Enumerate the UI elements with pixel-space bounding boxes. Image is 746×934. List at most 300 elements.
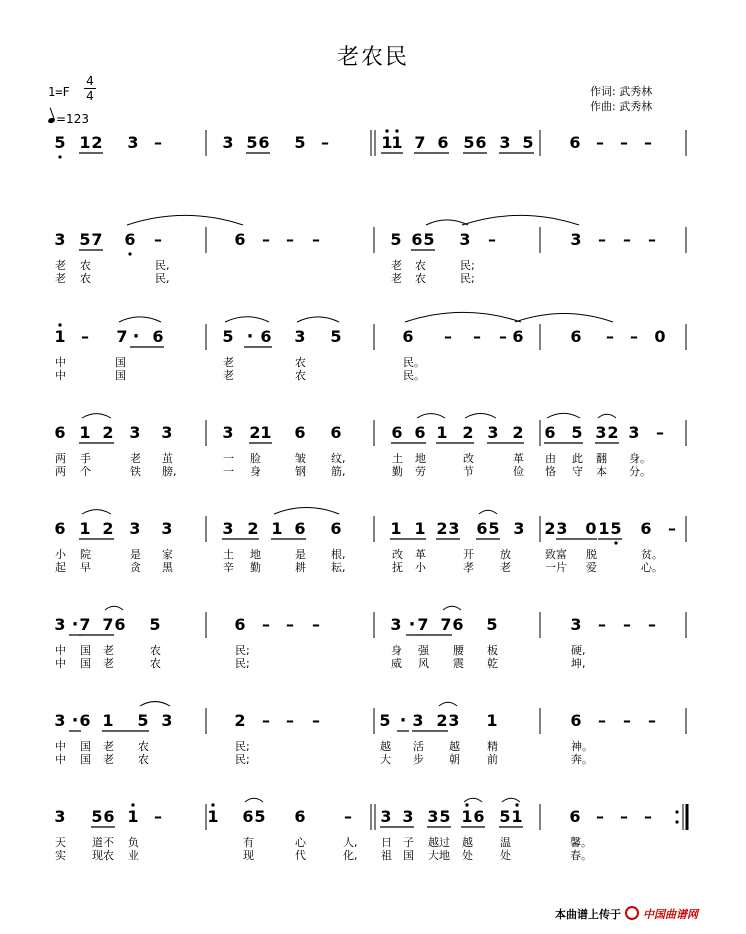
lyric: 手 bbox=[80, 452, 91, 465]
note: 3 bbox=[380, 807, 392, 826]
note: 5 bbox=[423, 230, 435, 249]
note: 6 bbox=[391, 423, 403, 442]
note: – bbox=[154, 230, 162, 249]
lyric: 贪 bbox=[130, 561, 141, 574]
tempo-value: =123 bbox=[56, 112, 89, 126]
lyric: 钢 bbox=[295, 465, 306, 478]
note: – bbox=[321, 133, 329, 152]
note: · bbox=[408, 614, 416, 635]
note: – bbox=[154, 133, 162, 152]
lyric: 土 bbox=[223, 548, 234, 561]
lyric: 爱 bbox=[586, 561, 597, 574]
note: 3 bbox=[54, 807, 66, 826]
lyric: 老 bbox=[500, 561, 511, 574]
note: – bbox=[598, 230, 606, 249]
repeat-dot bbox=[675, 820, 678, 823]
note: 2 bbox=[512, 423, 524, 442]
note: 3 bbox=[448, 711, 460, 730]
footer bbox=[555, 906, 698, 922]
note: 1 bbox=[79, 133, 91, 152]
note: – bbox=[596, 133, 604, 152]
note: 6 bbox=[570, 711, 582, 730]
slur bbox=[515, 313, 613, 322]
lyric: 民, bbox=[155, 272, 170, 285]
lyric: 致富 bbox=[545, 548, 567, 561]
note: 6 bbox=[570, 327, 582, 346]
lyric: 老 bbox=[103, 657, 114, 670]
lyric: 老 bbox=[55, 259, 66, 272]
note: 6 bbox=[152, 327, 164, 346]
lyric: 老 bbox=[103, 644, 114, 657]
lyric: 皱 bbox=[295, 452, 306, 465]
note: 5 bbox=[390, 230, 402, 249]
lyric: 小 bbox=[55, 548, 66, 561]
note: 6 bbox=[330, 423, 342, 442]
lyric: 国 bbox=[403, 849, 414, 862]
lyric: 早 bbox=[80, 561, 91, 574]
note: 3 bbox=[161, 423, 173, 442]
note: 5 bbox=[610, 519, 622, 538]
lyric: 腰 bbox=[453, 644, 464, 657]
note: 2 bbox=[436, 711, 448, 730]
lyric: 大 bbox=[380, 753, 391, 766]
note: – bbox=[81, 327, 89, 346]
note: 3 bbox=[294, 327, 306, 346]
lyric: 农 bbox=[295, 369, 306, 382]
lyric: 农 bbox=[150, 657, 161, 670]
octave-dot bbox=[395, 129, 398, 132]
lyric: 威 bbox=[391, 657, 402, 670]
note: – bbox=[473, 327, 481, 346]
note: 5 bbox=[571, 423, 583, 442]
lyric: 起 bbox=[55, 561, 66, 574]
note: 5 bbox=[330, 327, 342, 346]
lyric: 步 bbox=[413, 753, 424, 766]
lyric: 孝 bbox=[463, 561, 474, 574]
note: 3 bbox=[448, 519, 460, 538]
note: 5 bbox=[439, 807, 451, 826]
lyric: 本 bbox=[596, 465, 607, 478]
note: – bbox=[656, 423, 664, 442]
note: · bbox=[132, 326, 140, 347]
note: 1 bbox=[461, 807, 473, 826]
note: 3 bbox=[570, 230, 582, 249]
lyric: 国 bbox=[115, 369, 126, 382]
lyric: 人, bbox=[343, 836, 358, 849]
note: 6 bbox=[475, 133, 487, 152]
slur bbox=[464, 798, 482, 802]
lyric: 农 bbox=[415, 259, 426, 272]
lyric: 老 bbox=[130, 452, 141, 465]
note: 2 bbox=[102, 423, 114, 442]
lyric: 农 bbox=[80, 272, 91, 285]
note: · bbox=[71, 614, 79, 635]
note: 6 bbox=[330, 519, 342, 538]
lyric: 小 bbox=[415, 561, 426, 574]
note: 7 bbox=[414, 133, 426, 152]
lyric: 老 bbox=[103, 753, 114, 766]
note: 6 bbox=[476, 519, 488, 538]
octave-dot bbox=[58, 155, 61, 158]
note: 2 bbox=[462, 423, 474, 442]
slur bbox=[465, 414, 496, 419]
note: – bbox=[630, 327, 638, 346]
lyric: 天 bbox=[55, 836, 66, 849]
lyric: 老 bbox=[391, 259, 402, 272]
note: 7 bbox=[116, 327, 128, 346]
lyric: 纹, bbox=[331, 452, 346, 465]
lyric: 放 bbox=[500, 548, 511, 561]
note: 2 bbox=[607, 423, 619, 442]
note: 5 bbox=[488, 519, 500, 538]
note: – bbox=[623, 615, 631, 634]
note: 6 bbox=[124, 230, 136, 249]
slur bbox=[502, 798, 520, 802]
lyric: 农 bbox=[295, 356, 306, 369]
slur bbox=[82, 414, 111, 418]
lyric: 农 bbox=[80, 259, 91, 272]
note: 3 bbox=[570, 615, 582, 634]
note: 3 bbox=[54, 711, 66, 730]
lyric: 老 bbox=[391, 272, 402, 285]
lyric: 身。 bbox=[629, 452, 651, 465]
lyric: 一片 bbox=[545, 561, 567, 574]
note: 3 bbox=[54, 230, 66, 249]
note: 5 bbox=[254, 807, 266, 826]
upload-text: 本曲谱上传于 bbox=[555, 908, 621, 921]
lyric: 勤 bbox=[392, 465, 403, 478]
lyric: 中 bbox=[55, 740, 66, 753]
lyric: 个 bbox=[80, 465, 91, 478]
note: 1 bbox=[127, 807, 139, 826]
lyric: 恪 bbox=[545, 465, 556, 478]
note: 3 bbox=[161, 519, 173, 538]
note: 3 bbox=[222, 133, 234, 152]
note: 3 bbox=[161, 711, 173, 730]
note: 6 bbox=[54, 423, 66, 442]
note: – bbox=[623, 711, 631, 730]
lyric: 茧 bbox=[162, 452, 173, 465]
note: 5 bbox=[522, 133, 534, 152]
lyric: 强 bbox=[418, 644, 429, 657]
slur bbox=[140, 702, 170, 706]
note: 3 bbox=[459, 230, 471, 249]
lyric: 地 bbox=[415, 452, 426, 465]
note: – bbox=[312, 711, 320, 730]
note: 6 bbox=[260, 327, 272, 346]
lyric: 民; bbox=[235, 740, 250, 753]
lyric: 民; bbox=[460, 272, 475, 285]
lyric: 革 bbox=[513, 452, 524, 465]
note: – bbox=[648, 711, 656, 730]
note: 6 bbox=[544, 423, 556, 442]
slur bbox=[426, 220, 468, 225]
note: – bbox=[488, 230, 496, 249]
note: 3 bbox=[222, 519, 234, 538]
slur bbox=[225, 317, 269, 322]
note: 3 bbox=[487, 423, 499, 442]
lyric: 民; bbox=[235, 657, 250, 670]
note: 5 bbox=[149, 615, 161, 634]
note: – bbox=[262, 230, 270, 249]
lyric: 中 bbox=[55, 657, 66, 670]
note: 2 bbox=[247, 519, 259, 538]
note: 6 bbox=[512, 327, 524, 346]
lyric: 现农 bbox=[92, 849, 114, 862]
lyric: 此 bbox=[572, 452, 583, 465]
lyric: 改 bbox=[463, 452, 474, 465]
lyric: 化, bbox=[343, 849, 358, 862]
note: 5 bbox=[54, 133, 66, 152]
note: 6 bbox=[294, 519, 306, 538]
site-name: 中国曲谱网 bbox=[643, 908, 698, 921]
note: 3 bbox=[412, 711, 424, 730]
note: – bbox=[620, 807, 628, 826]
lyric: 是 bbox=[130, 548, 141, 561]
lyric: 越过 bbox=[428, 836, 450, 849]
note: 5 bbox=[379, 711, 391, 730]
lyric: 一 bbox=[223, 452, 234, 465]
lyric: 道不 bbox=[92, 836, 114, 849]
note: – bbox=[620, 133, 628, 152]
note: 5 bbox=[294, 133, 306, 152]
lyric: 节 bbox=[463, 465, 474, 478]
note: 1 bbox=[271, 519, 283, 538]
slur bbox=[82, 510, 111, 514]
note: 1 bbox=[102, 711, 114, 730]
lyric: 抚 bbox=[392, 561, 403, 574]
note: 5 bbox=[222, 327, 234, 346]
slur bbox=[105, 606, 123, 610]
note: – bbox=[444, 327, 452, 346]
note: 2 bbox=[234, 711, 246, 730]
lyric: 春。 bbox=[570, 849, 592, 862]
lyric: 俭 bbox=[513, 465, 524, 478]
note: 5 bbox=[499, 807, 511, 826]
note: 2 bbox=[102, 519, 114, 538]
note: 6 bbox=[452, 615, 464, 634]
note: 5 bbox=[463, 133, 475, 152]
note: – bbox=[344, 807, 352, 826]
note: 1 bbox=[207, 807, 219, 826]
lyric: 院 bbox=[80, 548, 91, 561]
note: 0 bbox=[585, 519, 597, 538]
lyric: 两 bbox=[55, 465, 66, 478]
note: – bbox=[154, 807, 162, 826]
lyric: 越 bbox=[449, 740, 460, 753]
lyric: 革 bbox=[415, 548, 426, 561]
site-logo-icon bbox=[625, 906, 639, 920]
note: – bbox=[644, 807, 652, 826]
note: – bbox=[598, 711, 606, 730]
slur bbox=[274, 507, 339, 514]
lyric: 业 bbox=[128, 849, 139, 862]
note: 6 bbox=[79, 711, 91, 730]
lyric: 国 bbox=[80, 740, 91, 753]
note: 1 bbox=[260, 423, 272, 442]
lyric: 精 bbox=[487, 740, 498, 753]
lyric: 心。 bbox=[641, 561, 663, 574]
note: 2 bbox=[436, 519, 448, 538]
note: 3 bbox=[595, 423, 607, 442]
lyric: 黑 bbox=[162, 561, 173, 574]
note: 3 bbox=[390, 615, 402, 634]
lyric: 根, bbox=[331, 548, 346, 561]
note: – bbox=[499, 327, 507, 346]
note: 6 bbox=[569, 807, 581, 826]
lyric: 祖 bbox=[381, 849, 392, 862]
note: 6 bbox=[437, 133, 449, 152]
note: 1 bbox=[79, 519, 91, 538]
lyric: 脸 bbox=[250, 452, 261, 465]
note: 3 bbox=[129, 519, 141, 538]
lyric: 农 bbox=[150, 644, 161, 657]
note: – bbox=[598, 615, 606, 634]
lyric: 温 bbox=[500, 836, 511, 849]
lyric: 农 bbox=[138, 740, 149, 753]
lyric: 土 bbox=[392, 452, 403, 465]
note: 5 bbox=[91, 807, 103, 826]
lyric: 辛 bbox=[223, 561, 234, 574]
note: 6 bbox=[294, 423, 306, 442]
lyric: 神。 bbox=[571, 740, 593, 753]
slur bbox=[245, 798, 263, 802]
lyric: 负 bbox=[128, 836, 139, 849]
note: 0 bbox=[654, 327, 666, 346]
slur bbox=[405, 312, 521, 322]
slur bbox=[479, 510, 497, 514]
note: – bbox=[623, 230, 631, 249]
lyric: 板 bbox=[487, 644, 498, 657]
lyric: 一 bbox=[223, 465, 234, 478]
lyric: 由 bbox=[545, 452, 556, 465]
note: 1 bbox=[486, 711, 498, 730]
note: 6 bbox=[473, 807, 485, 826]
note: – bbox=[262, 615, 270, 634]
lyric: 分。 bbox=[629, 465, 651, 478]
note: – bbox=[312, 615, 320, 634]
composer: 作曲: 武秀林 bbox=[590, 100, 653, 113]
note: – bbox=[606, 327, 614, 346]
note: – bbox=[262, 711, 270, 730]
lyric: 改 bbox=[392, 548, 403, 561]
note: 6 bbox=[414, 423, 426, 442]
note: 3 bbox=[499, 133, 511, 152]
note: 5 bbox=[79, 230, 91, 249]
lyric: 筋, bbox=[331, 465, 346, 478]
slur bbox=[127, 215, 243, 225]
lyric: 老 bbox=[55, 272, 66, 285]
lyric: 膀, bbox=[162, 465, 177, 478]
lyric: 地 bbox=[250, 548, 261, 561]
note: – bbox=[648, 230, 656, 249]
note: 6 bbox=[258, 133, 270, 152]
note: 3 bbox=[402, 807, 414, 826]
lyric: 代 bbox=[295, 849, 306, 862]
note: 3 bbox=[556, 519, 568, 538]
octave-dot bbox=[465, 803, 468, 806]
lyricist: 作词: 武秀林 bbox=[590, 85, 653, 98]
note: · bbox=[71, 710, 79, 731]
lyric: 民。 bbox=[403, 369, 425, 382]
lyric: 处 bbox=[500, 849, 511, 862]
slur bbox=[297, 317, 339, 322]
lyric: 耘, bbox=[331, 561, 346, 574]
note: – bbox=[668, 519, 676, 538]
lyric: 家 bbox=[162, 548, 173, 561]
lyric: 开 bbox=[463, 548, 474, 561]
lyric: 民; bbox=[235, 753, 250, 766]
note: 7 bbox=[440, 615, 452, 634]
octave-dot bbox=[58, 323, 61, 326]
lyric: 越 bbox=[462, 836, 473, 849]
time-signature-top: 4 bbox=[86, 74, 94, 88]
note: · bbox=[399, 710, 407, 731]
note: 1 bbox=[54, 327, 66, 346]
lyric: 大地 bbox=[428, 849, 450, 862]
note: – bbox=[312, 230, 320, 249]
lyric: 耕 bbox=[295, 561, 306, 574]
note: 2 bbox=[544, 519, 556, 538]
note: 6 bbox=[640, 519, 652, 538]
octave-dot bbox=[515, 803, 518, 806]
lyric: 有 bbox=[243, 836, 254, 849]
note: 1 bbox=[390, 519, 402, 538]
lyric: 民; bbox=[460, 259, 475, 272]
lyric: 老 bbox=[103, 740, 114, 753]
note: 3 bbox=[129, 423, 141, 442]
note: – bbox=[644, 133, 652, 152]
note: 2 bbox=[249, 423, 261, 442]
note: – bbox=[286, 230, 294, 249]
note: – bbox=[596, 807, 604, 826]
repeat-dot bbox=[675, 810, 678, 813]
lyric: 心 bbox=[295, 836, 306, 849]
note: 7 bbox=[91, 230, 103, 249]
lyric: 铁 bbox=[130, 465, 141, 478]
note: – bbox=[286, 615, 294, 634]
octave-dot bbox=[614, 541, 617, 544]
lyric: 实 bbox=[55, 849, 66, 862]
octave-dot bbox=[385, 129, 388, 132]
note: 7 bbox=[102, 615, 114, 634]
lyric: 老 bbox=[223, 356, 234, 369]
lyric: 脱 bbox=[586, 548, 597, 561]
lyric: 坤, bbox=[571, 657, 586, 670]
slur bbox=[417, 414, 445, 418]
lyric: 中 bbox=[55, 356, 66, 369]
time-signature-bottom: 4 bbox=[84, 88, 96, 103]
note: – bbox=[648, 615, 656, 634]
note: – bbox=[286, 711, 294, 730]
lyric: 国 bbox=[80, 753, 91, 766]
note: 7 bbox=[417, 615, 429, 634]
slur bbox=[439, 702, 457, 706]
note: 6 bbox=[54, 519, 66, 538]
note: 6 bbox=[234, 615, 246, 634]
lyric: 中 bbox=[55, 369, 66, 382]
lyric: 身 bbox=[391, 644, 402, 657]
lyric: 民, bbox=[155, 259, 170, 272]
octave-dot bbox=[128, 252, 131, 255]
lyric: 劳 bbox=[415, 465, 426, 478]
note: 1 bbox=[391, 133, 403, 152]
key-signature: 1=F bbox=[48, 85, 70, 99]
lyric: 越 bbox=[380, 740, 391, 753]
octave-dot bbox=[131, 803, 134, 806]
note: 2 bbox=[91, 133, 103, 152]
note: 6 bbox=[294, 807, 306, 826]
